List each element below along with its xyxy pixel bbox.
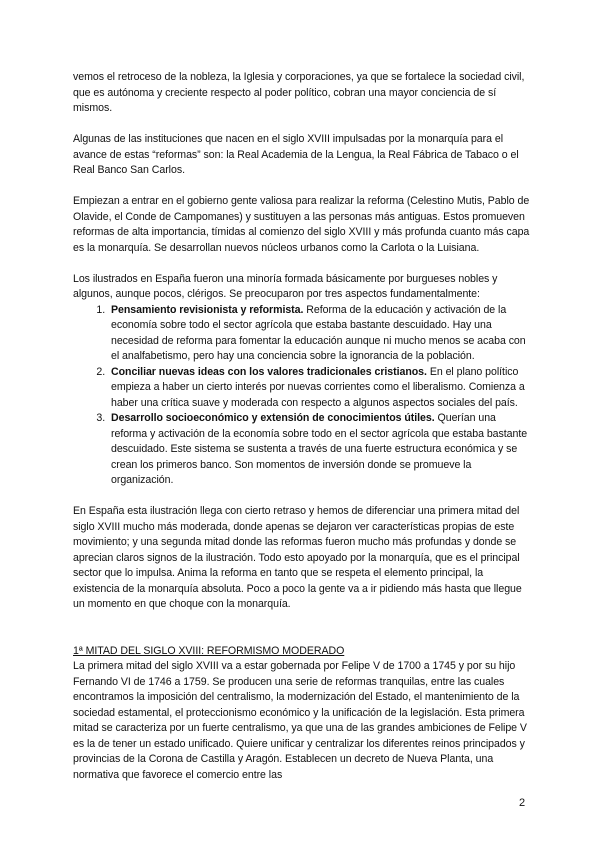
list-item-text: Querían una reforma y activación de la economía sobre todo en el sector agrícola que estaba bastante descuidado. Este sistema se sustenta a través de una fuerte estructura económica y se crean los primeros banco. Son momentos de inversión donde se promueve la organización. <box>111 412 528 486</box>
page-content <box>73 70 531 799</box>
list-item-text: Reforma de la educación y activación de la economía sobre todo el sector agrícola que estaba bastante descuidado. Hay una necesidad de reforma para fomentar la educación aunque ni mucho menos se acaba con el analfabetismo, pero hay una conciencia sobre la ignorancia de la población. <box>111 303 526 362</box>
list-item <box>108 303 531 365</box>
paragraph-4: Los ilustrados en España fueron una minoría formada básicamente por burgueses nobles y algunos, aunque pocos, clérigos. Se preocuparon por tres aspectos fundamentalmente: <box>73 272 498 300</box>
list-item <box>108 365 531 412</box>
list-item-text: En el plano político empieza a haber un cierto interés por nuevas corrientes como el liberalismo. Comienza a haber una crítica suave y moderada con respecto a algunos aspectos sociales del país. <box>111 365 525 409</box>
paragraph-1: vemos el retroceso de la nobleza, la Iglesia y corporaciones, ya que se fortalece la sociedad civil, que es autónoma y creciente respecto al poder político, cobran una mayor conciencia de sí mismos. <box>73 71 525 114</box>
section-heading: 1ª MITAD DEL SIGLO XVIII: REFORMISMO MODERADO <box>73 644 345 657</box>
aspects-list <box>73 303 531 489</box>
page-number: 2 <box>519 797 526 809</box>
paragraph-2: Algunas de las instituciones que nacen en el siglo XVIII impulsadas por la monarquía para el avance de estas “reformas” son: la Real Academia de la Lengua, la Real Fábrica de Tabaco o el Real Banco San Carlos. <box>73 133 519 176</box>
list-item-title: Desarrollo socioeconómico y extensión de conocimientos útiles. <box>111 412 435 424</box>
paragraph-3: Empiezan a entrar en el gobierno gente valiosa para realizar la reforma (Celestino Mutis, Pablo de Olavide, el Conde de Campomanes) y sustituyen a las personas más antiguas. Estos promueven reformas de alta importancia, tímidas al comienzo del siglo XVIII y más profunda cuanto más capa es la monarquía. Se desarrollan nuevos núcleos urbanos como la Carlota o la Luisiana. <box>73 195 530 254</box>
list-item-title: Pensamiento revisionista y reformista. <box>111 303 304 316</box>
paragraph-6: La primera mitad del siglo XVIII va a estar gobernada por Felipe V de 1700 a 1745 y por su hijo Fernando VI de 1746 a 1759. Se producen una serie de reformas tranquilas, entre las cuales encontramos la imposición del centralismo, la modernización del Estado, el mantenimiento de la sociedad estamental, el proteccionismo económico y la unificación de la legislación. Esta primera mitad se caracteriza por un fuerte centralismo, ya que una de las grandes ambiciones de Felipe V es la de tener un estado unificado. Quiere unificar y centralizar los diferentes reinos principados y provincias de la Corona de Castilla y Aragón. Establecen un decreto de Nueva Planta, una normativa que favorece el comercio entre las <box>73 660 527 781</box>
paragraph-5: En España esta ilustración llega con cierto retraso y hemos de diferenciar una primera mitad del siglo XVIII mucho más moderada, donde apenas se dejaron ver características propias de este movimiento; y una segunda mitad donde las reformas fueron mucho más profundas y donde se aprecian claros signos de la ilustración. Todo esto apoyado por la monarquía, que es el principal sector que lo impulsa. Anima la reforma en tanto que se respeta el elemento principal, la existencia de la monarquía absoluta. Poco a poco la gente va a ir pidiendo más hasta que llegue un momento en que choque con la monarquía. <box>73 505 522 610</box>
list-item <box>108 411 531 489</box>
list-item-title: Conciliar nuevas ideas con los valores tradicionales cristianos. <box>111 365 427 378</box>
